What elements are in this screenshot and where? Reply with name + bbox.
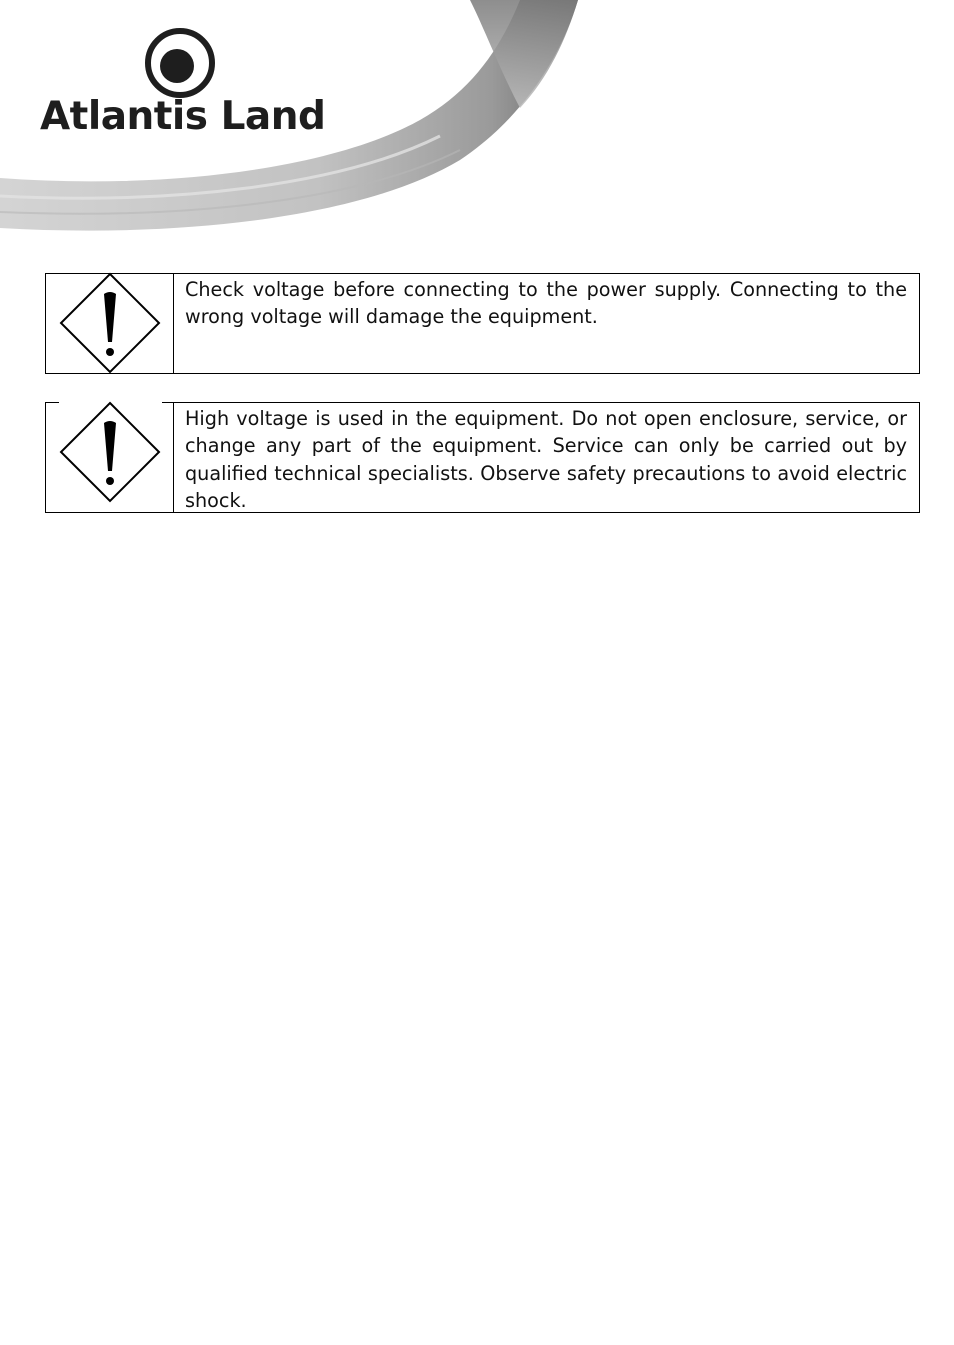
warning-icon-cell [46, 274, 174, 373]
warning-text: High voltage is used in the equipment. Do not open enclosure, service, or change any part of the equipment. Service can only be carried out by qualified technical specialists. Observe safety precautions to avoid electric shock. [185, 407, 907, 512]
logo-wordmark: Atlantis Land [40, 94, 326, 139]
warning-icon-cell [46, 403, 174, 512]
warning-box [45, 402, 920, 513]
logo-ring-icon [144, 28, 216, 100]
warning-box [45, 273, 920, 374]
warning-exclamation-icon [59, 401, 161, 503]
atlantis-land-logo [40, 28, 326, 143]
warning-text: Check voltage before connecting to the power supply. Connecting to the wrong voltage will damage the equipment. [185, 278, 907, 329]
warning-exclamation-icon [59, 272, 161, 374]
